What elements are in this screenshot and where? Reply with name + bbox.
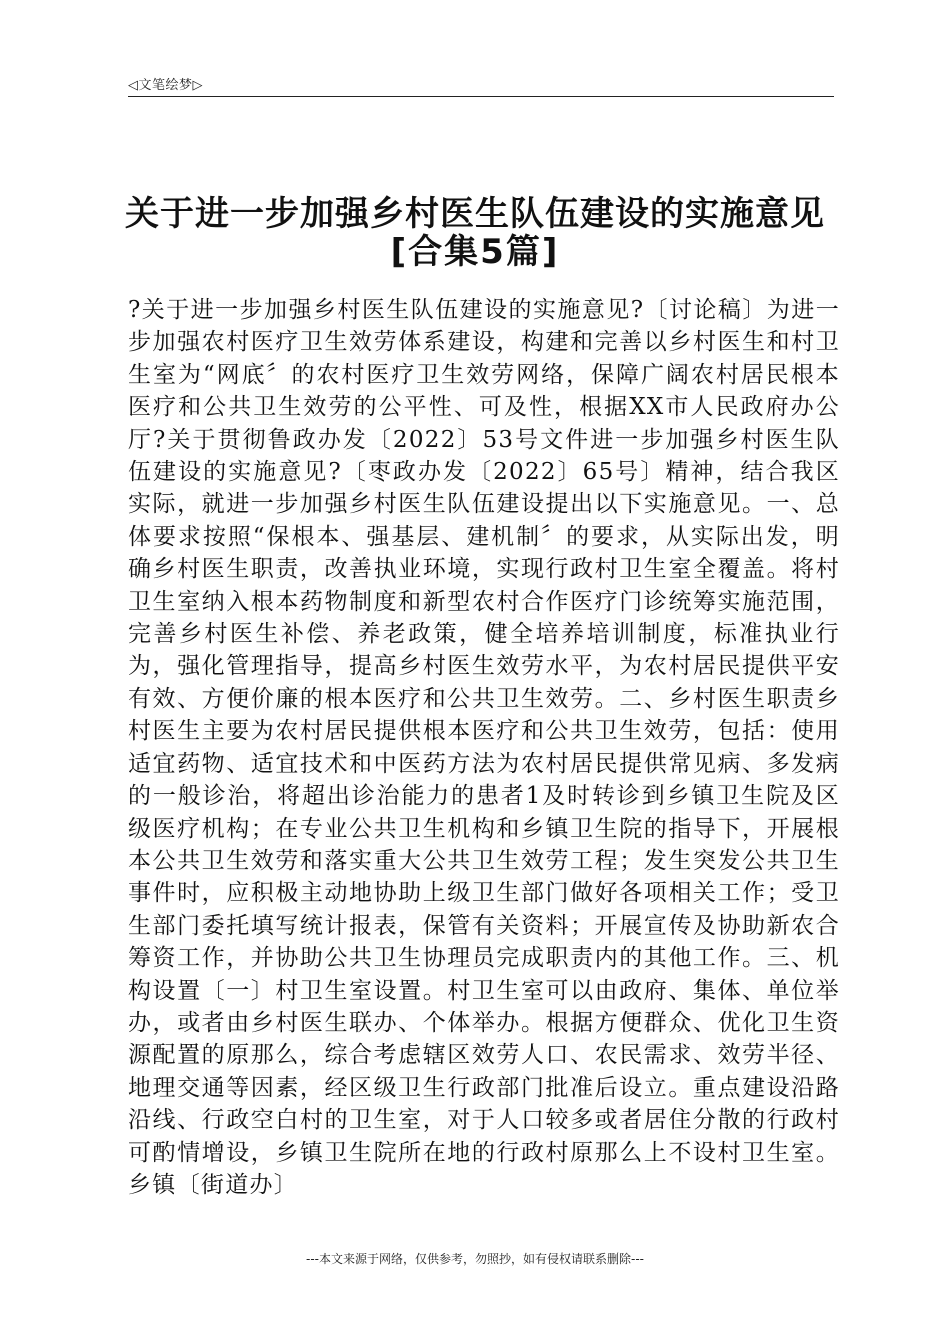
header-divider	[128, 96, 834, 97]
document-title: 关于进一步加强乡村医生队伍建设的实施意见	[125, 194, 825, 234]
document-subtitle: [合集5篇]	[390, 232, 560, 272]
header-brand: ◁文笔绘梦▷	[128, 78, 203, 93]
document-body: ?关于进一步加强乡村医生队伍建设的实施意见?〔讨论稿〕为进一步加强农村医疗卫生效劳体系建设，构建和完善以乡村医生和村卫生室为“网底〞的农村医疗卫生效劳网络，保障广阔农村居民根本医疗和公共卫生效劳的公平性、可及性，根据XX市人民政府办公厅?关于贯彻鲁政办发〔2022〕53号文件进一步加强乡村医生队伍建设的实施意见?〔枣政办发〔2022〕65号〕精神，结合我区实际，就进一步加强乡村医生队伍建设提出以下实施意见。一、总体要求按照“保根本、强基层、建机制〞的要求，从实际出发，明确乡村医生职责，改善执业环境，实现行政村卫生室全覆盖。将村卫生室纳入根本药物制度和新型农村合作医疗门诊统筹实施范围，完善乡村医生补偿、养老政策，健全培养培训制度，标准执业行为，强化管理指导，提高乡村医生效劳水平，为农村居民提供平安有效、方便价廉的根本医疗和公共卫生效劳。二、乡村医生职责乡村医生主要为农村居民提供根本医疗和公共卫生效劳，包括：使用适宜药物、适宜技术和中医药方法为农村居民提供常见病、多发病的一般诊治，将超出诊治能力的患者1及时转诊到乡镇卫生院及区级医疗机构；在专业公共卫生机构和乡镇卫生院的指导下，开展根本公共卫生效劳和落实重大公共卫生效劳工程；发生突发公共卫生事件时，应积极主动地协助上级卫生部门做好各项相关工作；受卫生部门委托填写统计报表，保管有关资料；开展宣传及协助新农合筹资工作，并协助公共卫生协理员完成职责内的其他工作。三、机构设置〔一〕村卫生室设置。村卫生室可以由政府、集体、单位举办，或者由乡村医生联办、个体举办。根据方便群众、优化卫生资源配置的原那么，综合考虑辖区效劳人口、农民需求、效劳半径、地理交通等因素，经区级卫生行政部门批准后设立。重点建设沿路沿线、行政空白村的卫生室，对于人口较多或者居住分散的行政村可酌情增设，乡镇卫生院所在地的行政村原那么上不设村卫生室。乡镇〔街道办〕	[128, 297, 840, 1198]
footer-notice: ---本文来源于网络，仅供参考，勿照抄，如有侵权请联系删除---	[306, 1252, 644, 1266]
